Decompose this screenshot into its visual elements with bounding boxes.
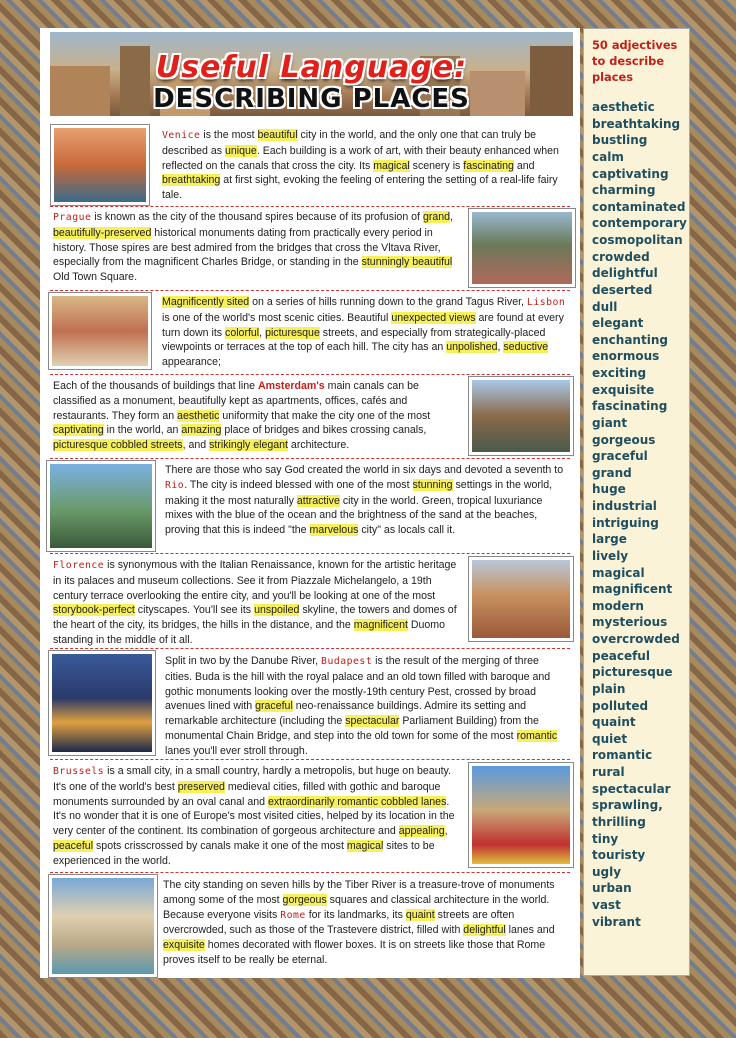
paragraph-text: cityscapes. You'll see its [134, 604, 255, 617]
highlighted-adjective: appealing [398, 825, 445, 838]
adjective-item: large [592, 532, 627, 547]
brussels-photo [468, 762, 574, 868]
paragraph-text: place of bridges and bikes crossing canals, [221, 424, 427, 437]
banner-title-describing-places: DESCRIBING PLACES [153, 84, 470, 114]
highlighted-adjective: spectacular [345, 715, 400, 728]
adjective-item: dull [592, 299, 618, 314]
adjective-item: aesthetic [592, 100, 655, 114]
paragraph-text: neo-renaissance buildings. Admire its setting and remarkable architecture (including the [165, 700, 527, 728]
adjective-item: exquisite [592, 382, 655, 397]
paragraph-text: sites to be experienced in the world. [53, 839, 435, 867]
paragraph-budapest [165, 654, 565, 759]
adjective-item: magnificent [592, 582, 673, 597]
highlighted-adjective: extraordinarily romantic cobbled lanes [267, 795, 447, 808]
amsterdam-photo [468, 376, 574, 456]
paragraph-text: Duomo standing in the middle of it all. [53, 619, 446, 646]
adjective-item: graceful [592, 449, 648, 464]
city-name: Budapest [321, 656, 373, 667]
paragraph-text: in the world, an [103, 424, 182, 437]
highlighted-adjective: beautifully-preserved [53, 226, 152, 239]
paragraph-text: spots crisscrossed by canals make it one of the most [93, 839, 347, 852]
adjective-item: calm [592, 149, 624, 164]
city-name: Amsterdam's [257, 380, 325, 392]
highlighted-adjective: captivating [53, 424, 104, 437]
highlighted-adjective: gorgeous [282, 893, 327, 906]
paragraph-text: , [259, 326, 266, 339]
adjective-item: ugly [592, 864, 622, 879]
paragraph-text: lanes and [505, 924, 555, 937]
highlighted-adjective: picturesque cobbled streets [53, 439, 183, 452]
adjective-item: peaceful [592, 648, 650, 663]
highlighted-adjective: peaceful [53, 839, 94, 852]
adjective-item: intriguing [592, 515, 659, 530]
adjective-item: spectacular [592, 781, 671, 796]
adjective-item: magical [592, 565, 645, 580]
adjective-item: enormous [592, 349, 660, 364]
paragraph-amsterdam [53, 379, 463, 453]
highlighted-adjective: picturesque [265, 326, 320, 339]
paragraph-text: skyline, the towers and domes of the heart of the city, its bridges, the hills in the distance, and the [53, 604, 457, 632]
venice-photo [50, 124, 150, 206]
city-name: Brussels [53, 766, 105, 777]
highlighted-adjective: attractive [296, 494, 340, 507]
paragraph-text: are found at every turn down its [162, 311, 564, 339]
separator [50, 872, 570, 873]
city-name: Florence [53, 560, 105, 571]
paragraph-text: is a small city, in a small country, hardly a metropolis, but huge on beauty. It's one of the world's best [53, 765, 451, 793]
highlighted-adjective: beautiful [257, 129, 298, 141]
separator [50, 759, 570, 760]
paragraph-text: at first sight, evoking the feeling of entering the setting of a real-life fairy tale. [162, 174, 558, 202]
prague-photo [468, 208, 576, 288]
separator [50, 374, 570, 375]
adjective-item: enchanting [592, 332, 668, 347]
adjective-item: captivating [592, 166, 669, 181]
paragraph-text: is the result of the merging of three cities. Buda is the hill with the royal palace and an old town filled with baroque and gothic monuments looking over the mostly-19th century Pest, crossed by broad avenues lined with [165, 655, 551, 713]
paragraph-text: , [444, 825, 448, 838]
sidebar-title: 50 adjectives to describe places [592, 38, 678, 84]
paragraph-text: city in the world. Green, tropical luxuriance mixes with the blue of the ocean and the brightness of the sand at the beaches, proving that this is indeed "the [165, 494, 543, 537]
highlighted-adjective: unpolished [446, 341, 498, 354]
banner [50, 32, 573, 116]
paragraph-brussels [53, 764, 463, 869]
paragraph-text: is the most [200, 129, 258, 141]
adjective-item: mysterious [592, 615, 668, 630]
highlighted-adjective: grand [422, 211, 451, 223]
adjective-item: modern [592, 598, 644, 613]
paragraph-text: , and [182, 439, 210, 452]
paragraph-text: for its landmarks, its [305, 908, 406, 921]
paragraph-text: Parliament Building) from the monumental Chain Bridge, and step into the old town for some of the most [165, 715, 539, 742]
paragraph-text: squares and classical architecture in the world. Because everyone visits [163, 893, 550, 921]
paragraph-text: Split in two by the Danube River, [165, 655, 322, 667]
highlighted-adjective: colorful [225, 326, 260, 339]
paragraph-text: historical monuments dating from practically every period in history. Those spires are best admired from the bridges that cross the Vltava River, especially from the magnificent Charles Bridge, or standing in the [53, 226, 441, 269]
paragraph-florence [53, 558, 463, 648]
adjective-item: deserted [592, 282, 653, 297]
paragraph-text: city" as locals call it. [358, 524, 456, 537]
adjective-item: breathtaking [592, 116, 681, 131]
highlighted-adjective: amazing [181, 424, 222, 437]
adjective-item: vast [592, 898, 621, 912]
highlighted-adjective: exquisite [163, 939, 205, 952]
paragraph-text: . Each building is a work of art, with their beauty enhanced when reflected on the canals that cross the city. Its [162, 144, 559, 172]
adjective-item: touristy [592, 848, 646, 863]
adjective-item: fascinating [592, 399, 668, 414]
highlighted-adjective: magical [346, 839, 384, 852]
paragraph-text: There are those who say God created the world in six days and devoted a seventh to [165, 464, 564, 476]
highlighted-adjective: strikingly elegant [209, 439, 288, 452]
adjective-item: tiny [592, 831, 619, 846]
separator [50, 458, 570, 459]
paragraph-text: . The city is indeed blessed with one of the most [184, 478, 413, 491]
adjective-item: rural [592, 765, 625, 779]
paragraph-text: . It's no wonder that it is one of Europe's most visited cities, helped by its location in the very center of the continent. Its combination of gorgeous architecture and [53, 795, 455, 838]
highlighted-adjective: unique [225, 144, 257, 157]
paragraph-text: is synonymous with the Italian Renaissance, known for the artistic heritage in its palaces and museum collections. See it from Piazzale Michelangelo, a 19th century terrace overlooking the entire city, and you'll be looking at one of the most [53, 559, 457, 602]
adjective-item: overcrowded [592, 632, 680, 646]
paragraph-text: Old Town Square. [53, 271, 138, 284]
paragraph-text: Each of the thousands of buildings that line [53, 380, 258, 392]
adjective-item: urban [592, 881, 632, 896]
paragraph-text: streets are often overcrowded, such as those of the Trastevere district, filled with [163, 908, 515, 937]
separator [50, 553, 570, 554]
adjective-item: exciting [592, 366, 647, 380]
paragraph-text: lanes you'll ever stroll through. [165, 744, 308, 757]
adjectives-sidebar [583, 28, 690, 976]
paragraph-lisbon [162, 295, 566, 370]
highlighted-adjective: breathtaking [162, 174, 221, 187]
adjective-item: vibrant [592, 914, 641, 929]
adjective-item: contemporary [592, 216, 687, 231]
highlighted-adjective: marvelous [309, 524, 359, 537]
adjective-item: huge [592, 482, 626, 497]
adjective-item: charming [592, 183, 656, 198]
adjective-item: quaint [592, 715, 636, 730]
paragraph-text: is known as the city of the thousand spires because of its profusion of [91, 211, 423, 223]
highlighted-adjective: Magnificently sited [162, 296, 250, 308]
highlighted-adjective: unspoiled [254, 604, 300, 617]
florence-photo [468, 556, 574, 642]
paragraph-text: city in the world, and the only one that can truly be described as [162, 129, 537, 157]
adjective-item: gorgeous [592, 432, 656, 447]
highlighted-adjective: fascinating [463, 159, 514, 172]
separator [50, 290, 570, 291]
adjective-item: thrilling [592, 814, 646, 829]
highlighted-adjective: graceful [255, 700, 293, 713]
adjective-item: giant [592, 415, 628, 430]
adjective-item: crowded [592, 249, 650, 264]
paragraph-text: , [450, 211, 453, 223]
highlighted-adjective: seductive [503, 341, 549, 354]
separator [50, 648, 570, 649]
paragraph-text: scenery is [409, 159, 464, 172]
adjective-item: sprawling, [592, 798, 663, 813]
highlighted-adjective: magnificent [353, 619, 408, 632]
highlighted-adjective: quaint [405, 908, 435, 921]
highlighted-adjective: delightful [463, 924, 506, 937]
banner-title-useful-language: Useful Language: [155, 50, 468, 85]
city-name: Lisbon [526, 297, 566, 308]
paragraph-text: architecture. [287, 439, 350, 452]
paragraph-text: homes decorated with flower boxes. It is on streets like those that Rome proves itself to be really be eternal. [163, 939, 546, 966]
rio-photo [46, 460, 156, 552]
highlighted-adjective: stunningly beautiful [361, 256, 453, 269]
highlighted-adjective: storybook-perfect [53, 604, 135, 617]
city-name: Prague [53, 212, 92, 223]
paragraph-text: is one of the world's most scenic cities. Beautiful [162, 311, 392, 324]
adjective-item: picturesque [592, 665, 673, 680]
adjective-list [592, 99, 687, 930]
adjective-item: elegant [592, 316, 644, 331]
adjective-item: cosmopolitan [592, 233, 683, 247]
adjective-item: bustling [592, 133, 648, 148]
paragraph-text: on a series of hills running down to the grand Tagus River, [249, 296, 527, 308]
adjective-item: industrial [592, 499, 657, 513]
rome-photo [48, 874, 158, 978]
adjective-item: contaminated [592, 199, 686, 214]
paragraph-text: appearance; [162, 356, 221, 369]
adjective-item: grand [592, 465, 632, 480]
adjective-item: romantic [592, 748, 653, 763]
paragraph-text: The city standing on seven hills by the Tiber River is a treasure-trove of monuments among some of the most [163, 879, 555, 906]
city-name: Rome [280, 909, 306, 921]
highlighted-adjective: preserved [177, 780, 225, 793]
paragraph-rome [163, 878, 568, 968]
adjective-item: plain [592, 681, 626, 696]
highlighted-adjective: unexpected views [391, 311, 476, 324]
lisbon-photo [48, 292, 152, 370]
paragraph-prague [53, 210, 463, 285]
budapest-photo [48, 650, 156, 756]
paragraph-rio [165, 463, 565, 538]
paragraph-text: streets, and especially from strategically-placed viewpoints or terraces at the top of each hill. The city has an [162, 326, 546, 354]
city-name: Venice [162, 130, 201, 141]
paragraph-text: , [497, 341, 504, 354]
adjective-item: lively [592, 548, 629, 563]
paragraph-text: medieval cities, filled with gothic and baroque monuments surrounded by an oval canal and [53, 780, 441, 808]
paragraph-text: uniformity that make the city one of the most [219, 409, 431, 422]
adjective-item: polluted [592, 698, 649, 713]
paragraph-text: and [513, 159, 535, 172]
highlighted-adjective: magical [373, 159, 410, 172]
highlighted-adjective: romantic [516, 729, 558, 742]
adjective-item: quiet [592, 731, 628, 746]
highlighted-adjective: stunning [412, 478, 453, 491]
city-name: Rio [165, 479, 185, 491]
paragraph-venice [162, 128, 566, 203]
paragraph-text: settings in the world, making it the most naturally [165, 478, 553, 507]
adjective-item: delightful [592, 266, 658, 281]
paragraph-text: main canals can be classified as a monument, beautifully kept as apartments, offices, cafés and restaurants. They form an [53, 380, 419, 422]
separator [50, 206, 570, 207]
highlighted-adjective: aesthetic [177, 409, 220, 422]
